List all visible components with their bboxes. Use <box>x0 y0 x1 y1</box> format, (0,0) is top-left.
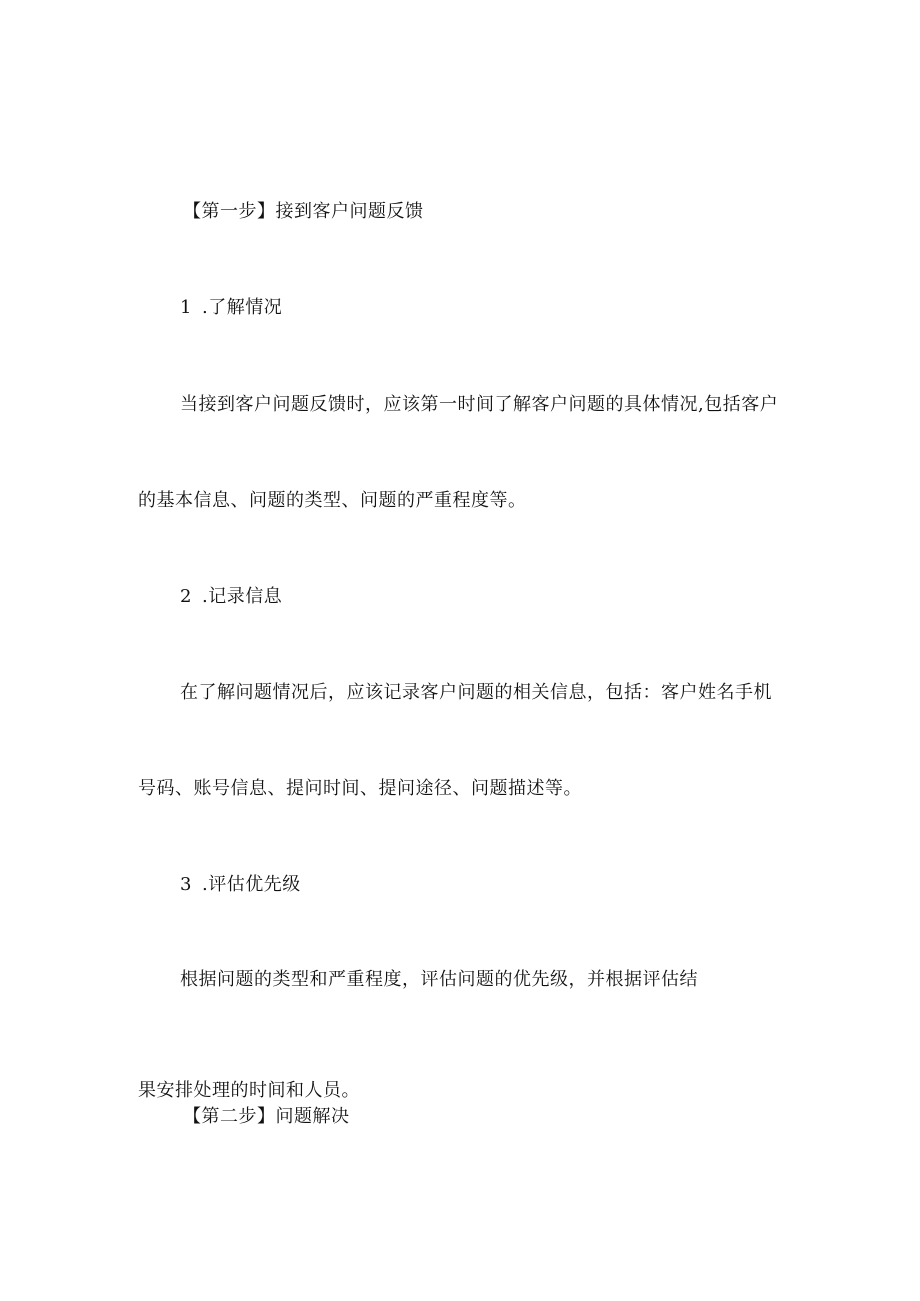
item-2-paragraph-line-1: 在了解问题情况后，应该记录客户问题的相关信息，包括：客户姓名手机 <box>180 682 772 703</box>
item-3-title-row <box>180 873 301 897</box>
item-2-number: 2 <box>180 586 192 607</box>
section-2-heading: 【第二步】问题解决 <box>183 1106 350 1127</box>
item-3-paragraph-line-1: 根据问题的类型和严重程度，评估问题的优先级，并根据评估结 <box>180 969 698 990</box>
item-2-title: .记录信息 <box>202 586 283 607</box>
item-1-number: 1 <box>180 297 192 318</box>
item-1-paragraph-line-2: 的基本信息、问题的类型、问题的严重程度等。 <box>138 490 527 511</box>
item-2-title-row <box>180 585 282 609</box>
item-3-paragraph-line-2: 果安排处理的时间和人员。 <box>138 1080 360 1101</box>
section-1-heading: 【第一步】接到客户问题反馈 <box>183 201 424 222</box>
item-1-paragraph-line-1: 当接到客户问题反馈时，应该第一时间了解客户问题的具体情况,包括客户 <box>180 394 779 415</box>
item-3-number: 3 <box>180 874 192 895</box>
item-3-title: .评估优先级 <box>202 874 301 895</box>
item-1-title: .了解情况 <box>202 297 283 318</box>
item-1-title-row <box>180 296 282 320</box>
item-2-paragraph-line-2: 号码、账号信息、提问时间、提问途径、问题描述等。 <box>138 778 582 799</box>
